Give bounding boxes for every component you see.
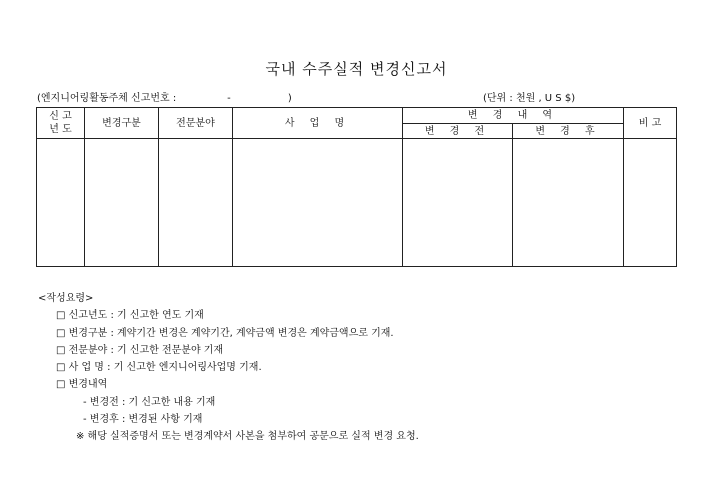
cell-report-year[interactable] [37,139,85,267]
instructions-heading: <작성요령> [38,293,94,304]
instruction-item: □ 변경구분 : 계약기간 변경은 계약기간, 계약금액 변경은 계약금액으로 기재. [56,327,394,339]
cell-project-name[interactable] [233,139,403,267]
header-change-type: 변경구분 [85,108,159,139]
instruction-footnote: ※ 해당 실적증명서 또는 변경계약서 사본을 첨부하여 공문으로 실적 변경 요청. [76,431,419,443]
header-field: 전문분야 [159,108,233,139]
instruction-item: □ 변경내역 [56,379,108,391]
page-title: 국내 수주실적 변경신고서 [265,60,448,78]
registration-number-line: (엔지니어링활동주체 신고번호 : - ) [37,93,292,104]
instruction-item: □ 신고년도 : 기 신고한 연도 기재 [56,310,204,322]
instruction-sub-item: - 변경전 : 기 신고한 내용 기재 [83,396,216,408]
instructions [38,290,419,446]
cell-change-type[interactable] [85,139,159,267]
header-project-name: 사 업 명 [233,108,403,139]
unit-label: (단위 : 천원 , U S $) [483,93,576,104]
cell-before-change[interactable] [403,139,513,267]
header-before-change: 변 경 전 [403,124,513,139]
header-change-details: 변 경 내 역 [403,108,624,124]
change-report-table [36,107,677,267]
header-remarks: 비 고 [624,108,677,139]
cell-field[interactable] [159,139,233,267]
cell-remarks[interactable] [624,139,677,267]
header-report-year: 신 고 년 도 [37,108,85,139]
header-after-change: 변 경 후 [513,124,624,139]
instruction-item: □ 전문분야 : 기 신고한 전문분야 기재 [56,344,224,356]
instruction-sub-item: - 변경후 : 변경된 사항 기재 [83,414,203,426]
instruction-item: □ 사 업 명 : 기 신고한 엔지니어링사업명 기재. [56,362,262,374]
cell-after-change[interactable] [513,139,624,267]
